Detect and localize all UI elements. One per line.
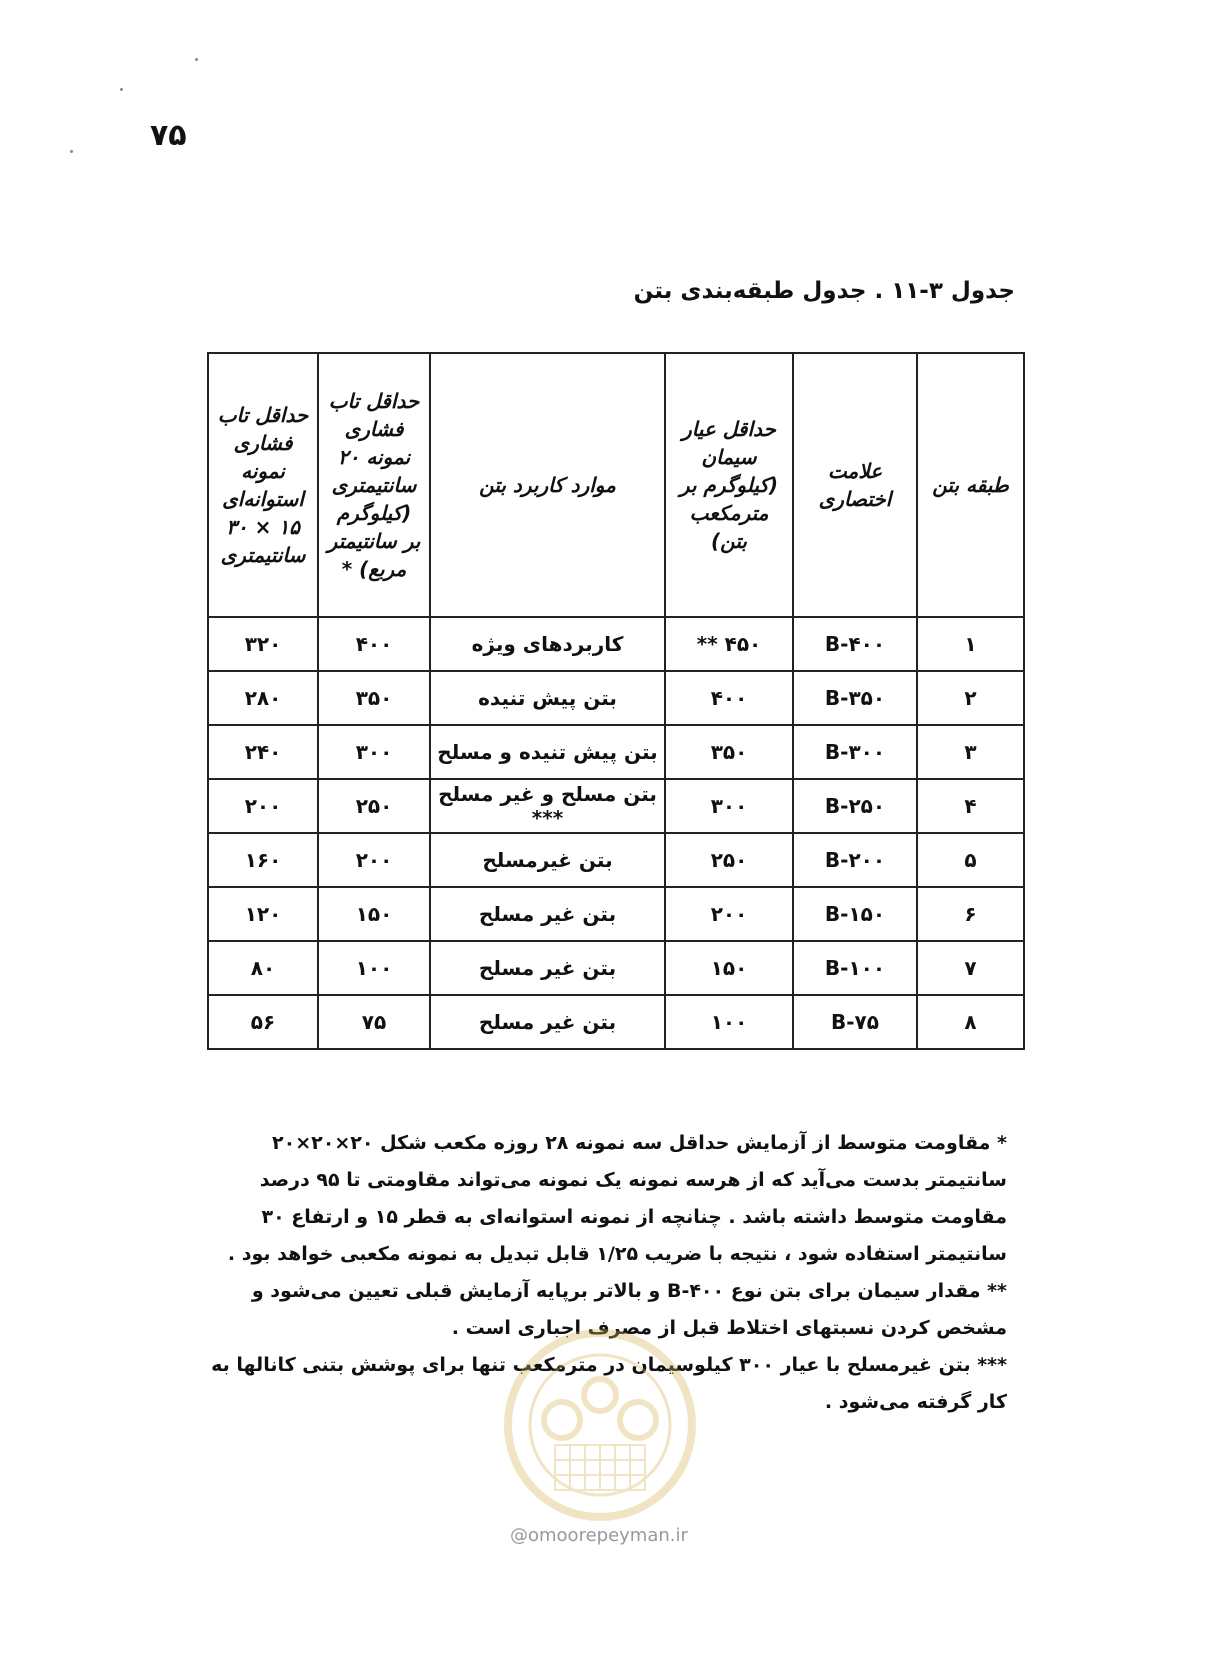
cell-code: B-۷۵ xyxy=(793,995,917,1049)
cell-code: B-۱۰۰ xyxy=(793,941,917,995)
cell-cube-strength: ۲۵۰ xyxy=(318,779,430,833)
cell-code: B-۴۰۰ xyxy=(793,617,917,671)
cell-cement: ۴۵۰ ** xyxy=(665,617,793,671)
cell-usage: بتن غیرمسلح xyxy=(430,833,665,887)
header-class: طبقه بتن xyxy=(917,353,1024,617)
header-cube-strength: حداقل تاب فشاری نمونه ۲۰ سانتیمتری (کیلوگرم بر سانتیمتر مربع) * xyxy=(318,353,430,617)
table-row xyxy=(208,671,1024,725)
cell-class: ۷ xyxy=(917,941,1024,995)
cell-class: ۸ xyxy=(917,995,1024,1049)
header-min-cement: حداقل عیار سیمان (کیلوگرم بر مترمکعب بتن) xyxy=(665,353,793,617)
cell-cylinder-strength: ۲۸۰ xyxy=(208,671,318,725)
watermark-seal-icon xyxy=(500,1325,700,1525)
table-row xyxy=(208,617,1024,671)
header-code: علامت اختصاری xyxy=(793,353,917,617)
cell-cube-strength: ۳۰۰ xyxy=(318,725,430,779)
cell-cube-strength: ۷۵ xyxy=(318,995,430,1049)
cell-usage: بتن غیر مسلح xyxy=(430,941,665,995)
cell-class: ۱ xyxy=(917,617,1024,671)
cell-usage: بتن غیر مسلح xyxy=(430,887,665,941)
cell-cylinder-strength: ۱۶۰ xyxy=(208,833,318,887)
cell-class: ۵ xyxy=(917,833,1024,887)
table-row xyxy=(208,995,1024,1049)
cell-class: ۶ xyxy=(917,887,1024,941)
footnote-double-star: ** مقدار سیمان برای بتن نوع B-۴۰۰ و بالاتر برپایه آزمایش قبلی تعیین می‌شود و مشخص کردن نسبتهای اختلاط قبل از مصرف اجباری است . xyxy=(251,1280,1007,1339)
table-row xyxy=(208,887,1024,941)
header-usage: موارد کاربرد بتن xyxy=(430,353,665,617)
footnote-single-star: * مقاومت متوسط از آزمایش حداقل سه نمونه ۲۸ روزه مکعب شکل ۲۰×۲۰×۲۰ سانتیمتر بدست می‌آید که از هرسه نمونه یک نمونه می‌تواند مقاومتی تا ۹۵ درصد مقاومت متوسط داشته باشد . چنانچه از نمونه استوانه‌ای به قطر ۱۵ و ارتفاع ۳۰ سانتیمتر استفاده شود ، نتیجه با ضریب ۱/۲۵ قابل تبدیل به نمونه مکعبی خواهد بود . xyxy=(227,1132,1007,1265)
scan-speck xyxy=(70,150,73,153)
page-number: ۷۵ xyxy=(150,118,187,153)
table-row xyxy=(208,833,1024,887)
cell-usage: کاربردهای ویژه xyxy=(430,617,665,671)
concrete-classification-table xyxy=(207,352,1025,1050)
cell-code: B-۳۵۰ xyxy=(793,671,917,725)
cell-code: B-۱۵۰ xyxy=(793,887,917,941)
cell-cement: ۳۰۰ xyxy=(665,779,793,833)
cell-cylinder-strength: ۳۲۰ xyxy=(208,617,318,671)
cell-class: ۲ xyxy=(917,671,1024,725)
cell-usage: بتن مسلح و غیر مسلح *** xyxy=(430,779,665,833)
cell-code: B-۲۵۰ xyxy=(793,779,917,833)
cell-cylinder-strength: ۲۴۰ xyxy=(208,725,318,779)
cell-cube-strength: ۱۵۰ xyxy=(318,887,430,941)
cell-cube-strength: ۲۰۰ xyxy=(318,833,430,887)
table-row xyxy=(208,725,1024,779)
cell-usage: بتن پیش تنیده xyxy=(430,671,665,725)
cell-cement: ۱۰۰ xyxy=(665,995,793,1049)
cell-cube-strength: ۱۰۰ xyxy=(318,941,430,995)
footnote-triple-star: *** بتن غیرمسلح با عیار ۳۰۰ کیلوسیمان در مترمکعب تنها برای پوشش بتنی کانالها به کار گرفته می‌شود . xyxy=(211,1354,1007,1413)
scan-speck xyxy=(120,88,123,91)
cell-cement: ۱۵۰ xyxy=(665,941,793,995)
cell-usage: بتن پیش تنیده و مسلح xyxy=(430,725,665,779)
cell-cement: ۴۰۰ xyxy=(665,671,793,725)
table-row xyxy=(208,779,1024,833)
cell-cement: ۲۵۰ xyxy=(665,833,793,887)
table-caption: جدول ۳-۱۱ . جدول طبقه‌بندی بتن xyxy=(633,278,1015,304)
scan-speck xyxy=(195,58,198,61)
cell-cement: ۲۰۰ xyxy=(665,887,793,941)
cell-cylinder-strength: ۱۲۰ xyxy=(208,887,318,941)
cell-code: B-۲۰۰ xyxy=(793,833,917,887)
cell-usage: بتن غیر مسلح xyxy=(430,995,665,1049)
table-row xyxy=(208,941,1024,995)
cell-class: ۳ xyxy=(917,725,1024,779)
cell-class: ۴ xyxy=(917,779,1024,833)
cell-cube-strength: ۴۰۰ xyxy=(318,617,430,671)
cell-code: B-۳۰۰ xyxy=(793,725,917,779)
header-cylinder-strength: حداقل تاب فشاری نمونه استوانه‌ای ۱۵ × ۳۰ سانتیمتری xyxy=(208,353,318,617)
watermark-site-label: @omoorepeyman.ir xyxy=(510,1525,688,1546)
cell-cylinder-strength: ۸۰ xyxy=(208,941,318,995)
cell-cube-strength: ۳۵۰ xyxy=(318,671,430,725)
cell-cement: ۳۵۰ xyxy=(665,725,793,779)
cell-cylinder-strength: ۵۶ xyxy=(208,995,318,1049)
table-header-row xyxy=(208,353,1024,617)
cell-cylinder-strength: ۲۰۰ xyxy=(208,779,318,833)
